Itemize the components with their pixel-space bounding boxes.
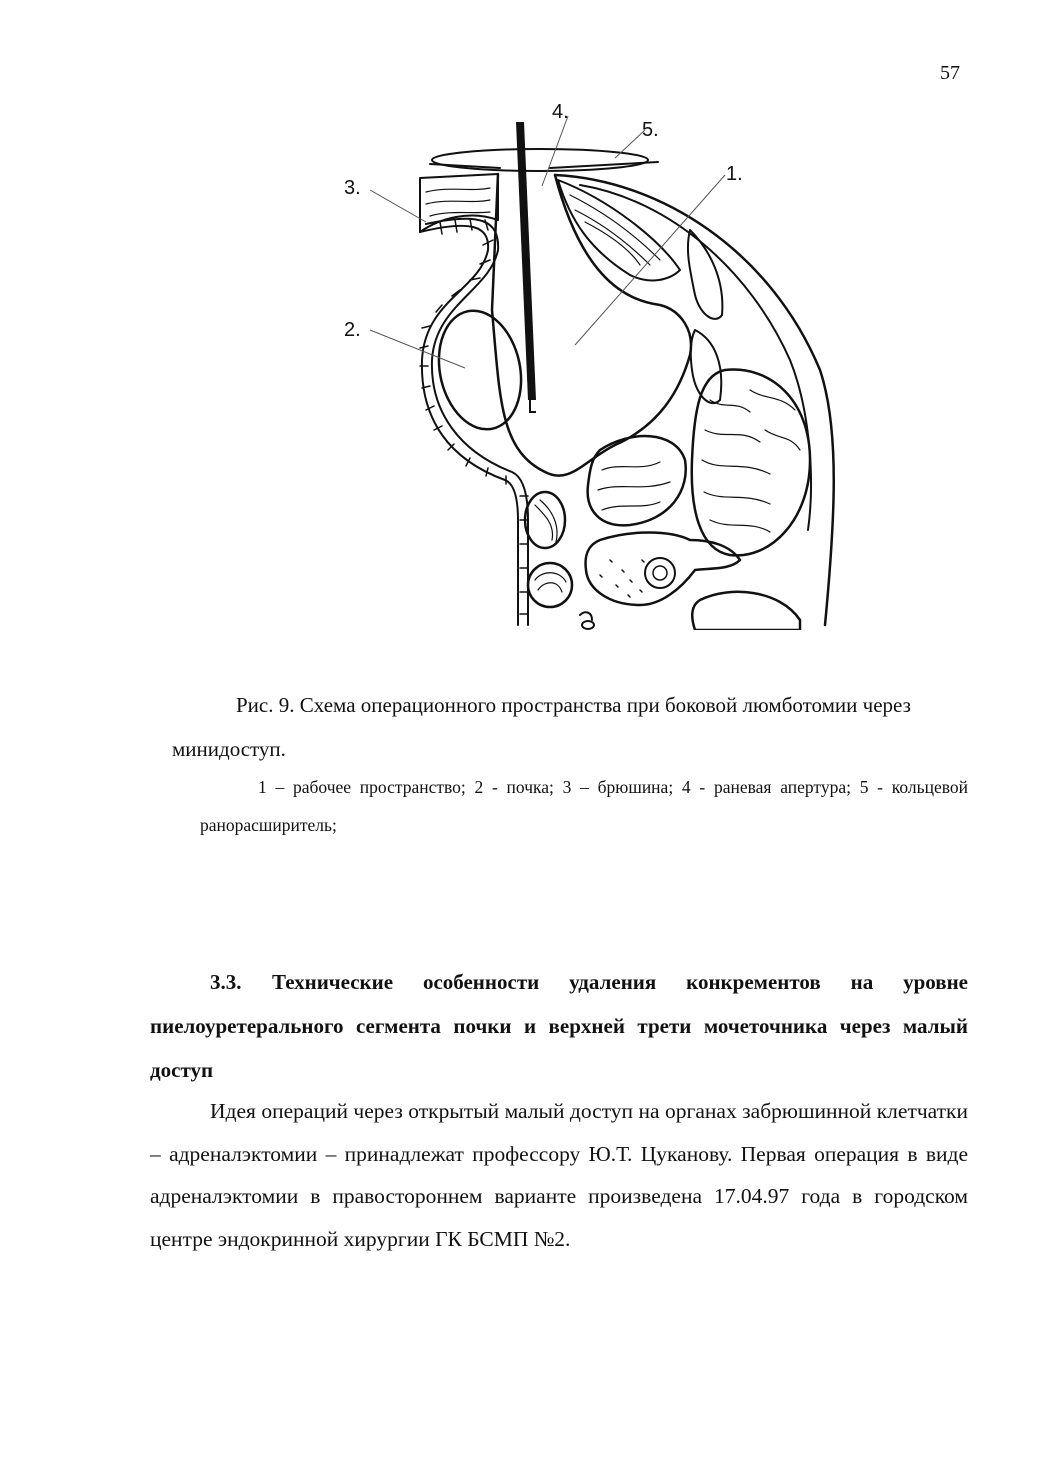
page-number: 57 <box>940 62 960 84</box>
muscle-band <box>688 230 722 319</box>
label-2: 2. <box>344 319 361 341</box>
anatomical-figure <box>330 100 850 630</box>
figure-caption <box>172 683 968 771</box>
caption-text: Рис. 9. Схема операционного пространства при боковой люмботомии через минидоступ. <box>172 693 911 761</box>
label-3: 3. <box>344 177 361 199</box>
large-muscle <box>692 370 810 556</box>
body-paragraph <box>150 1090 968 1260</box>
lower-muscle <box>692 592 800 630</box>
spinal-canal <box>645 558 675 588</box>
muscle-band-2 <box>691 330 722 403</box>
lumbotomy-diagram <box>330 100 850 630</box>
ring-retractor <box>432 149 648 171</box>
section-heading <box>150 960 968 1092</box>
legend-text: 1 – рабочее пространство; 2 - почка; 3 – брюшина; 4 - раневая апертура; 5 - кольцевой ранорасширитель; <box>200 777 968 835</box>
psoas-muscle <box>588 436 686 525</box>
label-4: 4. <box>552 101 569 123</box>
label-5: 5. <box>642 119 659 141</box>
label-1: 1. <box>726 163 743 185</box>
section-title: Технические особенности удаления конкрементов на уровне пиелоуретерального сегмента почки и верхней трети мочеточника через малый доступ <box>150 970 968 1082</box>
paragraph-text: Идея операций через открытый малый доступ на органах забрюшинной клетчатки – адреналэктомии – принадлежат профессору Ю.Т. Цуканову. Первая операция в виде адреналэктомии в правостороннем варианте произведена 17.04.97 года в городском центре эндокринной хирургии ГК БСМП №2. <box>150 1099 968 1251</box>
figure-legend <box>200 768 968 844</box>
aorta <box>525 492 565 548</box>
peritoneum-layer-inner <box>426 219 528 625</box>
section-number: 3.3. <box>210 970 242 994</box>
vena-cava <box>528 563 572 607</box>
